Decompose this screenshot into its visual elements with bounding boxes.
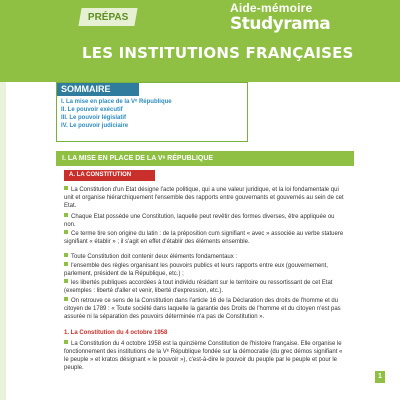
- summary-box: [56, 82, 248, 142]
- summary-item[interactable]: IV. Le pouvoir judiciaire: [61, 123, 129, 129]
- summary-list: [61, 98, 241, 130]
- bullet-icon: [64, 279, 68, 283]
- paragraph-text: Toute Constitution doit contenir deux éléments fondamentaux :: [71, 254, 238, 260]
- prepas-label: PRÉPAS: [87, 11, 129, 23]
- paragraph-text: Chaque Etat possède une Constitution, laquelle peut revêtir des formes diverses, être appliquée ou non.: [64, 214, 335, 228]
- page-number: 1: [375, 371, 385, 383]
- list-item: [64, 262, 344, 278]
- paragraph: [64, 230, 344, 246]
- paragraph: [64, 253, 344, 261]
- summary-item[interactable]: II. Le pouvoir exécutif: [61, 107, 123, 113]
- bullet-icon: [64, 230, 68, 234]
- section-heading: I. LA MISE EN PLACE DE LA Vᵉ RÉPUBLIQUE: [56, 151, 354, 166]
- brand-logo-text: Studyrama: [230, 14, 331, 34]
- bullet-icon: [64, 253, 68, 257]
- brand-top-text: Aide-mémoire: [230, 1, 313, 15]
- summary-item[interactable]: III. Le pouvoir législatif: [61, 115, 127, 121]
- page-title: LES INSTITUTIONS FRANÇAISES: [82, 44, 354, 62]
- paragraph-text: La Constitution d'un Etat désigne l'acte politique, qui a une valeur juridique, et la loi fondamentale qui unit et organise hiérarchiquement l'ensemble des rapports entre gouvernants et gouvernés au sein de cet Etat.: [64, 187, 344, 209]
- page-header: [0, 0, 400, 82]
- paragraph-text: Ce terme tire son origine du latin : de la préposition cum signifiant « avec » associée au verbe statuere signifiant « établir » ; il s'agit en effet d'établir des éléments ensemble.: [64, 231, 344, 245]
- list-item: [64, 279, 344, 295]
- paragraph-text: On retrouve ce sens de la Constitution dans l'article 16 de la Déclaration des droits de l'homme et du citoyen de 1789 : « Toute société dans laquelle la garantie des Droits de l'homme et du citoyen n'est pas assurée ni la séparation des pouvoirs déterminée n'a pas de Constitution ».: [64, 298, 341, 320]
- paragraph-text: l'ensemble des règles organisant les pouvoirs publics et leurs rapports entre eux (gouvernement, parlement, président de la République, etc.) ;: [64, 263, 328, 277]
- subsection-heading: A. LA CONSTITUTION: [64, 170, 155, 181]
- bullet-icon: [64, 186, 68, 190]
- paragraph-text: La Constitution du 4 octobre 1958 est la quinzième Constitution de l'histoire française. Elle organise le fonctionnement des institutions de la Vᵉ République fondée sur la démocratie (du grec démos signifiant « le peuple » et kratos désignant « le pouvoir »), c'est-à-dire le pouvoir du peuple par le peuple et pour le peuple.: [64, 341, 343, 371]
- paragraph: [64, 186, 344, 210]
- summary-item[interactable]: I. La mise en place de la Vᵉ République: [61, 99, 172, 105]
- paragraph: [64, 297, 344, 321]
- paragraph: [64, 213, 344, 229]
- paragraph: [64, 340, 344, 372]
- left-edge-decoration: [0, 82, 6, 400]
- bullet-icon: [64, 262, 68, 266]
- summary-title: SOMMAIRE: [57, 83, 139, 96]
- bullet-icon: [64, 213, 68, 217]
- paragraph-text: les libertés publiques accordées à tout individu résidant sur le territoire ou ressortissant de cet Etat (exemples : liberté d'aller et venir, liberté d'expression, etc.).: [64, 280, 333, 294]
- prepas-tab: [78, 8, 137, 26]
- bullet-icon: [64, 297, 68, 301]
- subsection-title: 1. La Constitution du 4 octobre 1958: [64, 330, 168, 336]
- bullet-icon: [64, 340, 68, 344]
- brand-logo: [230, 2, 340, 38]
